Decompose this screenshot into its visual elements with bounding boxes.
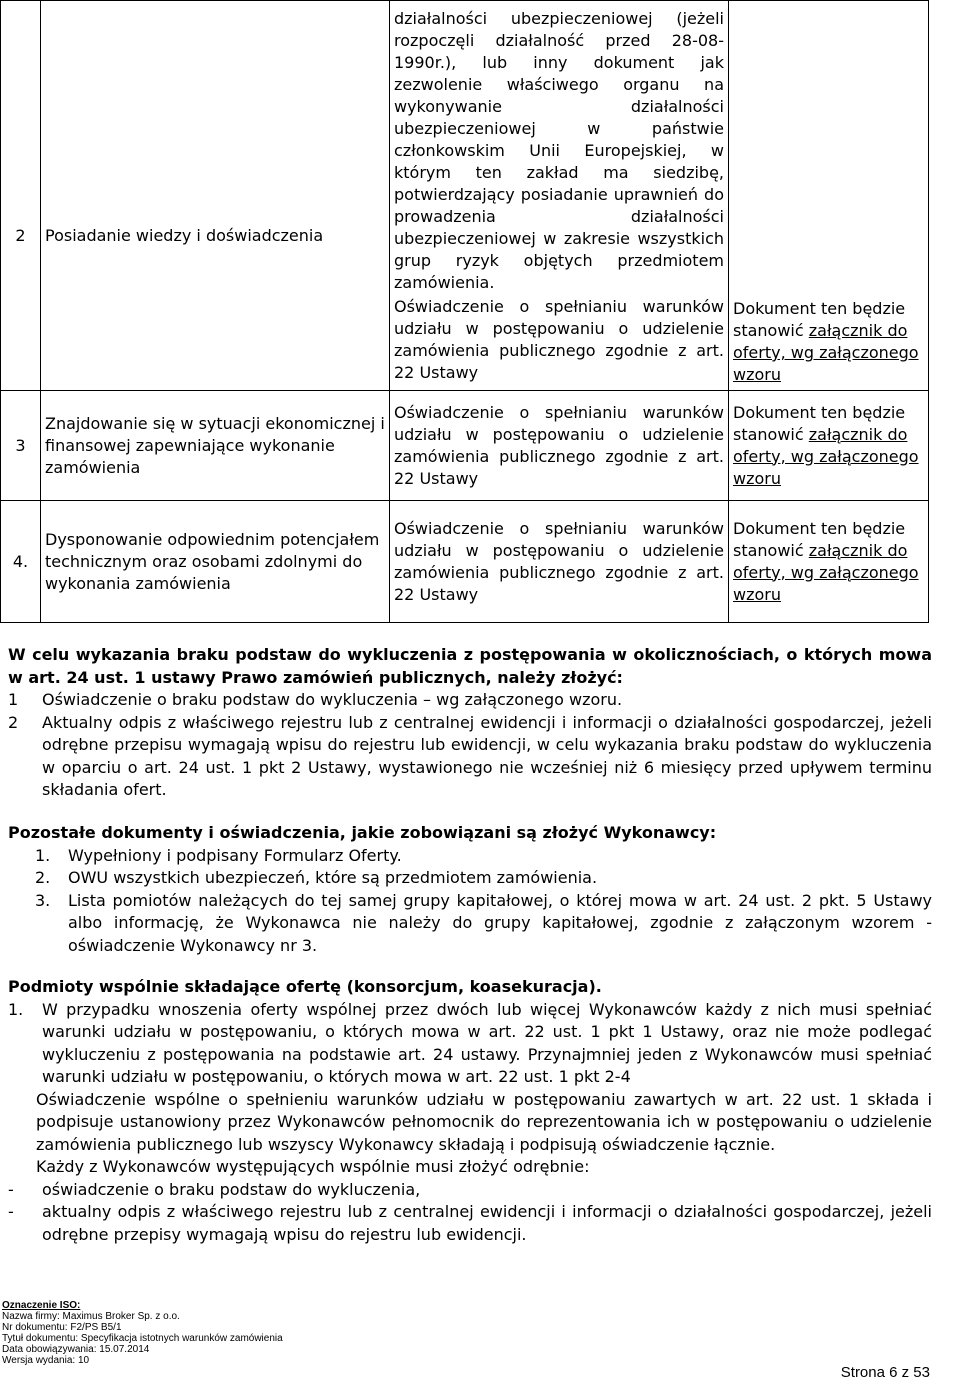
statement-text: Oświadczenie o spełnianiu warunków udziału w postępowaniu o udzielenie zamówienia publicznego zgodnie z art. 22 Ustawy <box>394 296 724 382</box>
attachment-link: załącznik do oferty, wg załączonego wzoru <box>733 321 919 384</box>
item-text: oświadczenie o braku podstaw do wykluczenia, <box>42 1179 421 1199</box>
footer-line: Tytuł dokumentu: Specyfikacja istotnych warunków zamówienia <box>2 1333 283 1344</box>
item-text: Aktualny odpis z właściwego rejestru lub z centralnej ewidencji i informacji o działalności gospodarczej, jeżeli odrębne przepisu wymagają wpisu do rejestru lub ewidencji, w celu wykazania braku podstaw do wykluczenia w oparciu o art. 24 ust. 1 pkt 2 Ustawy, wystawionego nie wcześniej niż 6 miesięcy przed upływem terminu składania ofert. <box>42 712 932 799</box>
required-document: Oświadczenie o spełnianiu warunków udziału w postępowaniu o udzielenie zamówienia publicznego zgodnie z art. 22 Ustawy <box>390 391 729 501</box>
item-text: OWU wszystkich ubezpieczeń, które są przedmiotem zamówienia. <box>68 868 598 887</box>
document-form <box>729 1 929 391</box>
footer-line: Wersja wydania: 10 <box>2 1355 90 1366</box>
item-number: 2 <box>8 712 19 732</box>
form-text: Dokument ten będzie stanowić <box>733 402 906 444</box>
item-text: Wypełniony i podpisany Formularz Oferty. <box>68 845 402 865</box>
section-heading: Podmioty wspólnie składające ofertę (konsorcjum, koasekuracja). <box>8 977 602 996</box>
table-row <box>1 501 929 623</box>
item-number: 1 <box>8 690 19 709</box>
row-number: 2 <box>1 1 41 391</box>
required-document <box>390 1 729 391</box>
document-form <box>729 391 929 501</box>
form-text: Dokument ten będzie stanowić <box>733 518 906 560</box>
item-number: 2. <box>35 868 51 887</box>
paragraph: Każdy z Wykonawców występujących wspólnie musi złożyć odrębnie: <box>36 1157 590 1176</box>
document-form <box>729 501 929 623</box>
exclusion-section <box>8 644 932 802</box>
table-row <box>1 391 929 501</box>
list-item <box>8 1201 932 1246</box>
item-text: Lista pomiotów należących do tej samej grupy kapitałowej, o której mowa w art. 24 ust. 2 pkt. 5 Ustawy albo informację, że Wykonawca nie należy do grupy kapitałowej, zgodnie z załączonym wzorem - oświadczenie Wykonawcy nr 3. <box>68 890 932 955</box>
item-number: 1. <box>35 845 51 865</box>
footer-line: Data obowiązywania: 15.07.2014 <box>2 1344 150 1355</box>
list-item <box>8 845 932 868</box>
footer-line: Nr dokumentu: F2/PS B5/1 <box>2 1322 122 1333</box>
required-document: Oświadczenie o spełnianiu warunków udziału w postępowaniu o udzielenie zamówienia publicznego zgodnie z art. 22 Ustawy <box>390 501 729 623</box>
item-number: 1. <box>8 999 24 1019</box>
footer-line: Nazwa firmy: Maximus Broker Sp. z o.o. <box>2 1311 180 1322</box>
condition-name: Posiadanie wiedzy i doświadczenia <box>41 1 390 391</box>
condition-name: Dysponowanie odpowiednim potencjałem technicznym oraz osobami zdolnymi do wykonania zamówienia <box>41 501 390 623</box>
item-text: aktualny odpis z właściwego rejestru lub z centralnej ewidencji i informacji o działalności gospodarczej, jeżeli odrębne przepisy wymagają wpisu do rejestru lub ewidencji. <box>42 1202 932 1244</box>
document-text: działalności ubezpieczeniowej (jeżeli rozpoczęli działalność przed 28-08-1990r.), lub inny dokument jak zezwolenie właściwego organu na wykonywanie działalności ubezpieczeniowej w państwie członkowskim Unii Europejskiej, w którym ten zakład ma siedzibę, potwierdzający posiadanie uprawnień do prowadzenia działalności ubezpieczeniowej w zakresie wszystkich grup ryzyk objętych przedmiotem zamówienia. <box>394 8 724 292</box>
list-item <box>8 689 932 712</box>
row-number: 3 <box>1 391 41 501</box>
list-item <box>8 867 932 890</box>
item-number: 3. <box>35 890 51 910</box>
item-bullet: - <box>8 1179 14 1199</box>
condition-name: Znajdowanie się w sytuacji ekonomicznej i finansowej zapewniające wykonanie zamówienia <box>41 391 390 501</box>
item-bullet: - <box>8 1202 14 1221</box>
requirements-table <box>0 0 929 623</box>
form-text: Dokument ten będzie stanowić <box>733 299 906 340</box>
list-item <box>8 999 932 1089</box>
page-number: Strona 6 z 53 <box>840 1364 930 1381</box>
list-item <box>8 890 932 958</box>
other-documents-section <box>8 822 932 957</box>
item-text: Oświadczenie o braku podstaw do wykluczenia – wg załączonego wzoru. <box>42 690 623 709</box>
iso-label: Oznaczenie ISO: <box>2 1300 81 1311</box>
attachment-link: załącznik do oferty, wg załączonego wzoru <box>733 424 919 488</box>
consortium-section <box>8 976 932 1246</box>
section-heading: W celu wykazania braku podstaw do wykluczenia z postępowania w okolicznościach, o których mowa w art. 24 ust. 1 ustawy Prawo zamówień publicznych, należy złożyć: <box>8 645 932 687</box>
list-item <box>8 1179 932 1202</box>
section-heading: Pozostałe dokumenty i oświadczenia, jakie zobowiązani są złożyć Wykonawcy: <box>8 823 717 842</box>
iso-footer <box>2 1300 283 1366</box>
paragraph: Oświadczenie wspólne o spełnieniu warunków udziału w postępowaniu zawartych w art. 22 ust. 1 składa i podpisuje ustanowiony przez Wykonawców pełnomocnik do reprezentowania ich w postępowaniu o udzielenie zamówienia publicznego lub wszyscy Wykonawcy składają i podpisują oświadczenie łącznie. <box>36 1089 932 1154</box>
list-item <box>8 712 932 802</box>
row-number: 4. <box>1 501 41 623</box>
item-text: W przypadku wnoszenia oferty wspólnej przez dwóch lub więcej Wykonawców każdy z nich musi spełniać warunki udziału w postępowaniu, o których mowa w art. 22 ust. 1 pkt 1 Ustawy, oraz nie może podlegać wykluczeniu z postępowania na podstawie art. 24 ustawy. Przynajmniej jeden z Wykonawców musi spełniać warunki udziału w postępowaniu, o których mowa w art. 22 ust. 1 pkt 2-4 <box>42 999 932 1086</box>
table-row <box>1 1 929 391</box>
attachment-link: załącznik do oferty, wg załączonego wzoru <box>733 540 919 604</box>
